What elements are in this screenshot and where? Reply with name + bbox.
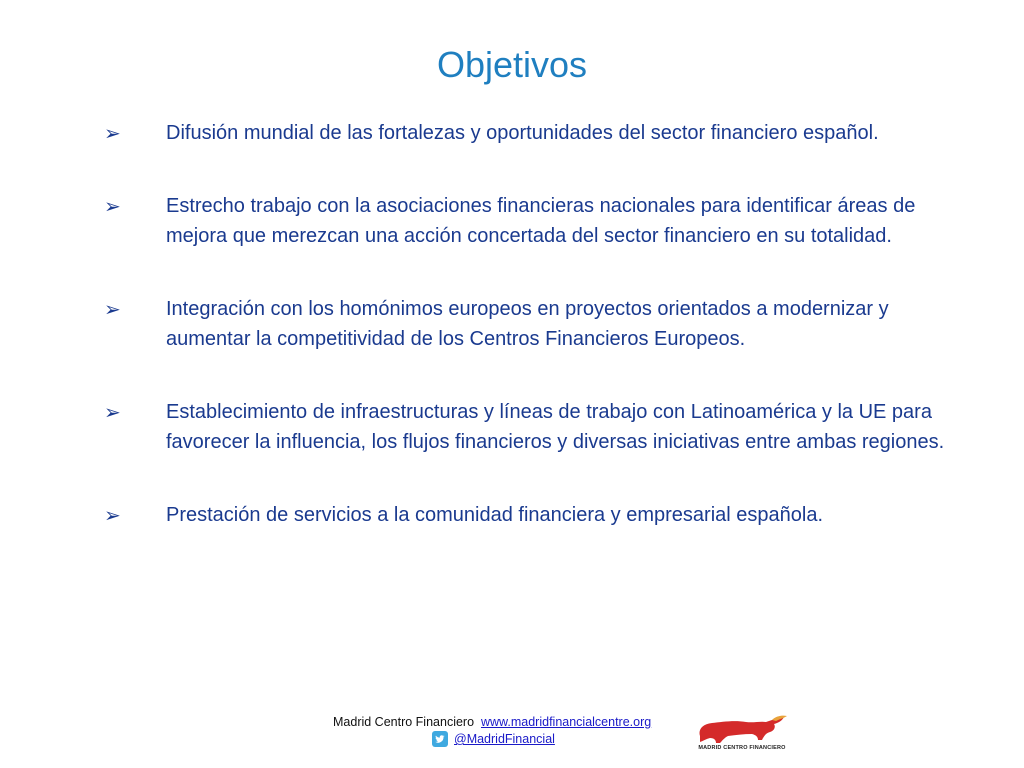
org-name: Madrid Centro Financiero xyxy=(333,715,475,729)
bullet-text: Estrecho trabajo con la asociaciones financieras nacionales para identificar áreas de mejora que merezcan una acción concertada del sector financiero en su totalidad. xyxy=(166,195,916,247)
arrow-bullet-icon: ➢ xyxy=(104,503,121,527)
arrow-bullet-icon: ➢ xyxy=(104,400,121,424)
arrow-bullet-icon: ➢ xyxy=(104,121,121,145)
bull-logo-icon xyxy=(694,714,790,756)
logo-text: MADRID CENTRO FINANCIERO xyxy=(698,745,786,751)
bullet-text: Difusión mundial de las fortalezas y oportunidades del sector financiero español. xyxy=(166,122,879,144)
bull-logo-shape xyxy=(694,714,790,746)
arrow-bullet-icon: ➢ xyxy=(104,297,121,321)
footer-line-twitter xyxy=(432,731,555,747)
bullet-item xyxy=(104,500,964,530)
twitter-link[interactable]: @MadridFinancial xyxy=(454,732,555,746)
website-link[interactable]: www.madridfinancialcentre.org xyxy=(481,715,652,729)
bullet-list xyxy=(104,118,964,573)
footer xyxy=(0,714,1024,754)
slide-title: Objetivos xyxy=(436,44,588,85)
bullet-text: Establecimiento de infraestructuras y líneas de trabajo con Latinoamérica y la UE para favorecer la influencia, los flujos financieros y diversas iniciativas entre ambas regiones. xyxy=(166,401,945,453)
footer-line-org xyxy=(333,714,651,730)
bullet-text: Integración con los homónimos europeos en proyectos orientados a modernizar y aumentar la competitividad de los Centros Financieros Europeos. xyxy=(166,298,889,350)
bullet-item xyxy=(104,191,964,251)
bullet-item xyxy=(104,294,964,354)
twitter-bird-icon xyxy=(432,731,448,747)
bullet-item xyxy=(104,118,964,148)
bullet-text: Prestación de servicios a la comunidad financiera y empresarial española. xyxy=(166,504,824,526)
arrow-bullet-icon: ➢ xyxy=(104,194,121,218)
bullet-item xyxy=(104,397,964,457)
